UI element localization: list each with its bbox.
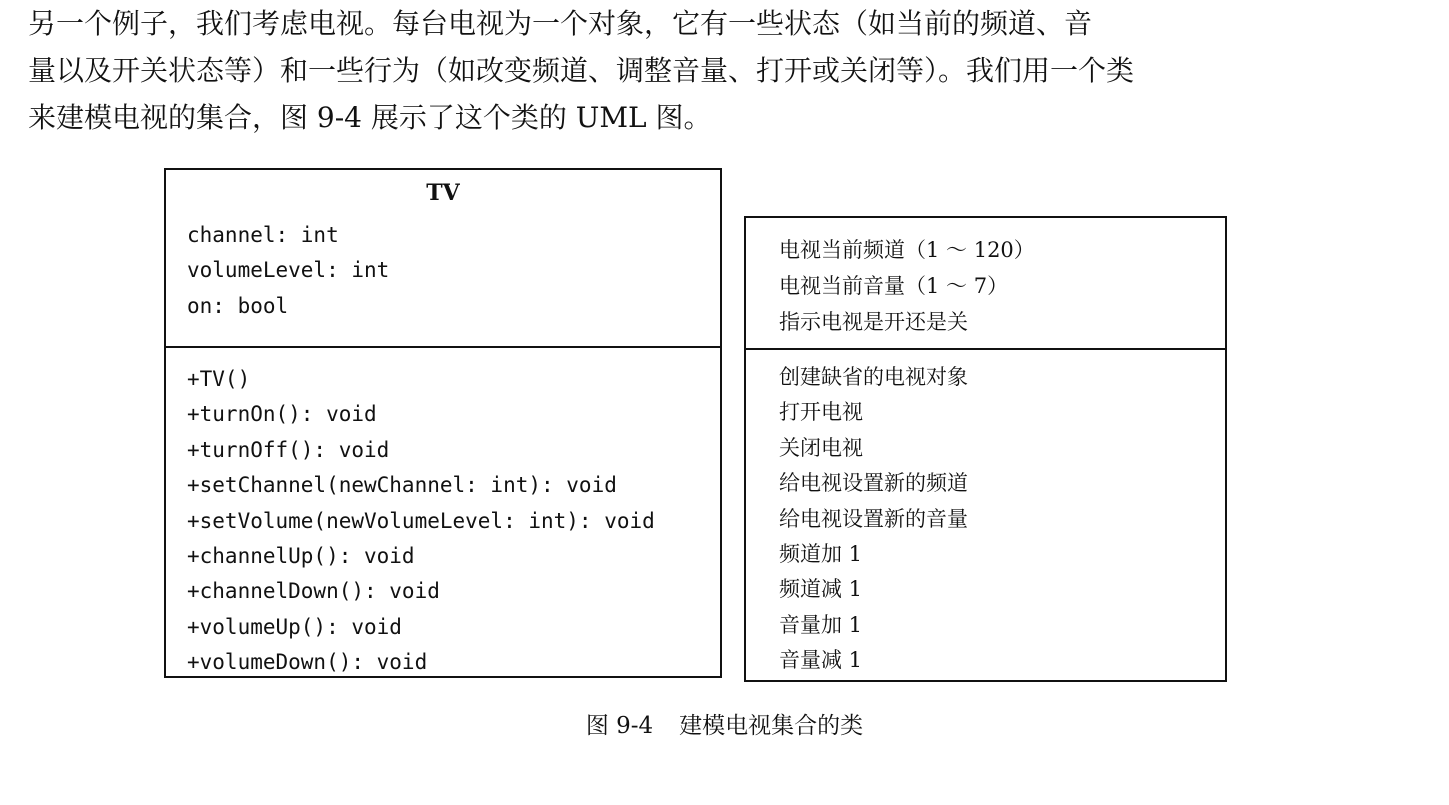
method-description: 音量减 1 [779,648,863,673]
uml-method: +turnOff(): void [187,437,390,462]
method-description: 给电视设置新的音量 [779,506,968,531]
method-description: 频道加 1 [779,541,863,566]
uml-attribute: channel: int [187,223,339,247]
attribute-description: 指示电视是开还是关 [779,310,968,334]
uml-attribute: on: bool [187,293,289,318]
uml-attributes-section [166,216,720,348]
uml-method: +channelUp(): void [187,543,415,568]
uml-attribute: volumeLevel: int [187,258,390,283]
uml-method: +setChannel(newChannel: int): void [187,473,617,498]
figure-caption [0,706,1449,746]
method-description: 打开电视 [779,400,863,425]
method-description: 音量加 1 [779,612,863,637]
uml-method: +setVolume(newVolumeLevel: int): void [187,508,655,533]
method-descriptions [746,350,1225,679]
figure-title: 建模电视集合的类 [679,713,864,739]
uml-class-name: TV [426,180,460,206]
paragraph-line: 另一个例子，我们考虑电视。每台电视为一个对象，它有一些状态（如当前的频道、音 [28,7,1093,40]
uml-method: +turnOn(): void [187,402,377,427]
description-box [744,216,1227,682]
method-description: 频道减 1 [779,577,863,602]
uml-class-box [164,168,722,678]
attribute-descriptions [746,218,1225,350]
attribute-description: 电视当前频道（1 ～ 120） [779,238,1035,262]
paragraph-line: 来建模电视的集合，图 9-4 展示了这个类的 UML 图。 [28,101,712,134]
uml-method: +TV() [187,367,251,391]
method-description: 关闭电视 [779,435,863,460]
method-description: 给电视设置新的频道 [779,471,968,496]
attribute-description: 电视当前音量（1 ～ 7） [779,274,1009,298]
uml-method: +volumeDown(): void [187,650,428,675]
uml-method: +channelDown(): void [187,579,440,604]
uml-method: +volumeUp(): void [187,614,402,639]
figure-number: 图 9-4 [585,713,654,739]
method-description: 创建缺省的电视对象 [779,365,968,389]
uml-methods-section [166,348,720,681]
paragraph-line: 量以及开关状态等）和一些行为（如改变频道、调整音量、打开或关闭等）。我们用一个类 [28,54,1135,87]
body-paragraph [28,0,1428,141]
